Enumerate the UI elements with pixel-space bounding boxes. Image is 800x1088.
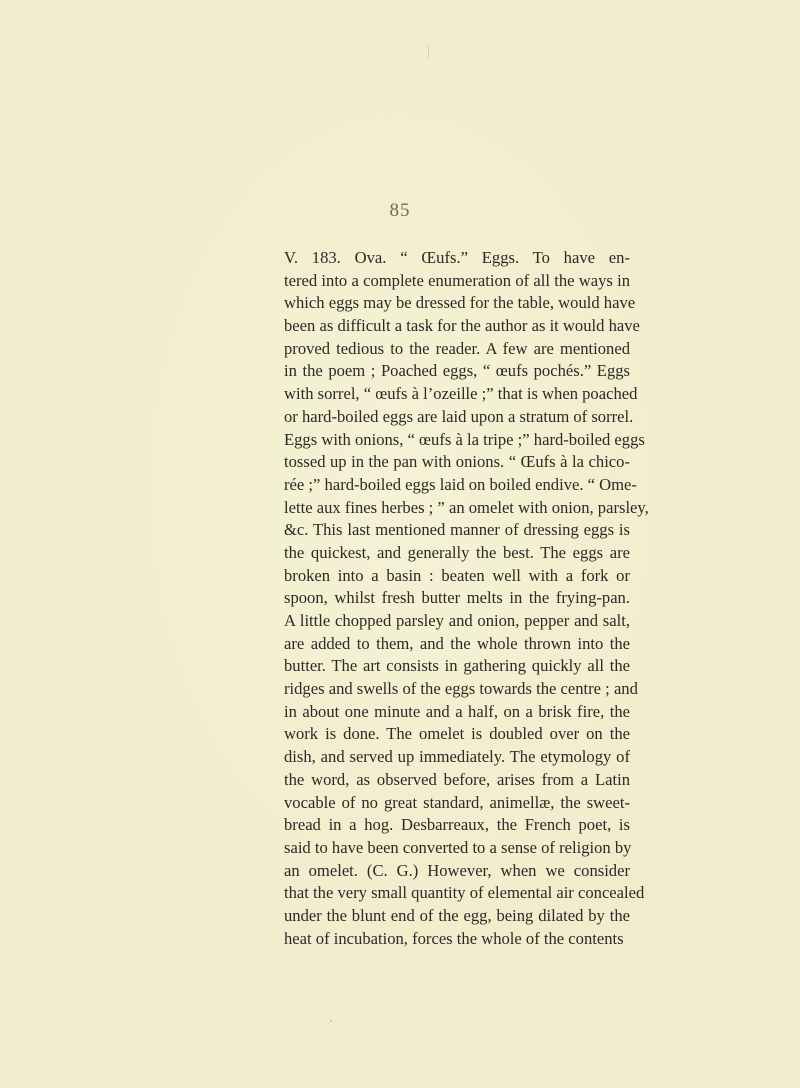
text-line: an omelet. (C. G.) However, when we consider: [284, 860, 630, 880]
text-line: proved tedious to the reader. A few are mentioned: [284, 338, 630, 358]
text-line: spoon, whilst fresh butter melts in the frying-pan.: [284, 588, 630, 608]
text-line: vocable of no great standard, animellæ, the sweet-: [284, 792, 630, 812]
paper-speck: [428, 45, 429, 59]
text-line: which eggs may be dressed for the table, would have: [284, 293, 636, 313]
text-line: tered into a complete enumeration of all the ways in: [284, 270, 630, 290]
text-line: bread in a hog. Desbarreaux, the French poet, is: [284, 815, 630, 835]
text-line: V. 183. Ova. “ Œufs.” Eggs. To have en-: [284, 248, 630, 267]
text-line: under the blunt end of the egg, being dilated by the: [284, 905, 630, 925]
text-line: lette aux fines herbes ; ” an omelet with onion, parsley,: [284, 497, 649, 517]
text-line: are added to them, and the whole thrown into the: [284, 633, 630, 653]
text-line: Eggs with onions, “ œufs à la tripe ;” hard-boiled eggs: [284, 429, 645, 449]
text-line: ridges and swells of the eggs towards the centre ; and: [284, 679, 638, 699]
text-line: in about one minute and a half, on a brisk fire, the: [284, 701, 630, 721]
text-line: rée ;” hard-boiled eggs laid on boiled endive. “ Ome-: [284, 474, 637, 494]
text-line: butter. The art consists in gathering quickly all the: [284, 656, 630, 676]
text-line: work is done. The omelet is doubled over on the: [284, 724, 630, 744]
text-line: broken into a basin : beaten well with a fork or: [284, 565, 630, 585]
paper-speck: [330, 1020, 332, 1022]
text-line: dish, and served up immediately. The etymology of: [284, 747, 630, 767]
page-number: 85: [389, 200, 411, 221]
text-line: the quickest, and generally the best. The eggs are: [284, 542, 630, 562]
text-line: been as difficult a task for the author as it would have: [284, 316, 640, 336]
text-line: that the very small quantity of elemental air concealed: [284, 883, 645, 903]
text-line: the word, as observed before, arises from a Latin: [284, 769, 630, 789]
text-line: A little chopped parsley and onion, pepper and salt,: [284, 611, 630, 630]
text-line: or hard-boiled eggs are laid upon a stratum of sorrel.: [284, 406, 634, 426]
text-line: tossed up in the pan with onions. “ Œufs à la chico-: [284, 452, 630, 472]
text-line: &c. This last mentioned manner of dressing eggs is: [284, 520, 630, 540]
body-text: [284, 247, 649, 950]
text-line: heat of incubation, forces the whole of the contents: [284, 928, 624, 948]
text-line: with sorrel, “ œufs à l’ozeille ;” that is when poached: [284, 384, 638, 404]
text-line: said to have been converted to a sense of religion by: [284, 837, 632, 857]
text-line: in the poem ; Poached eggs, “ œufs pochés.” Eggs: [284, 361, 630, 381]
